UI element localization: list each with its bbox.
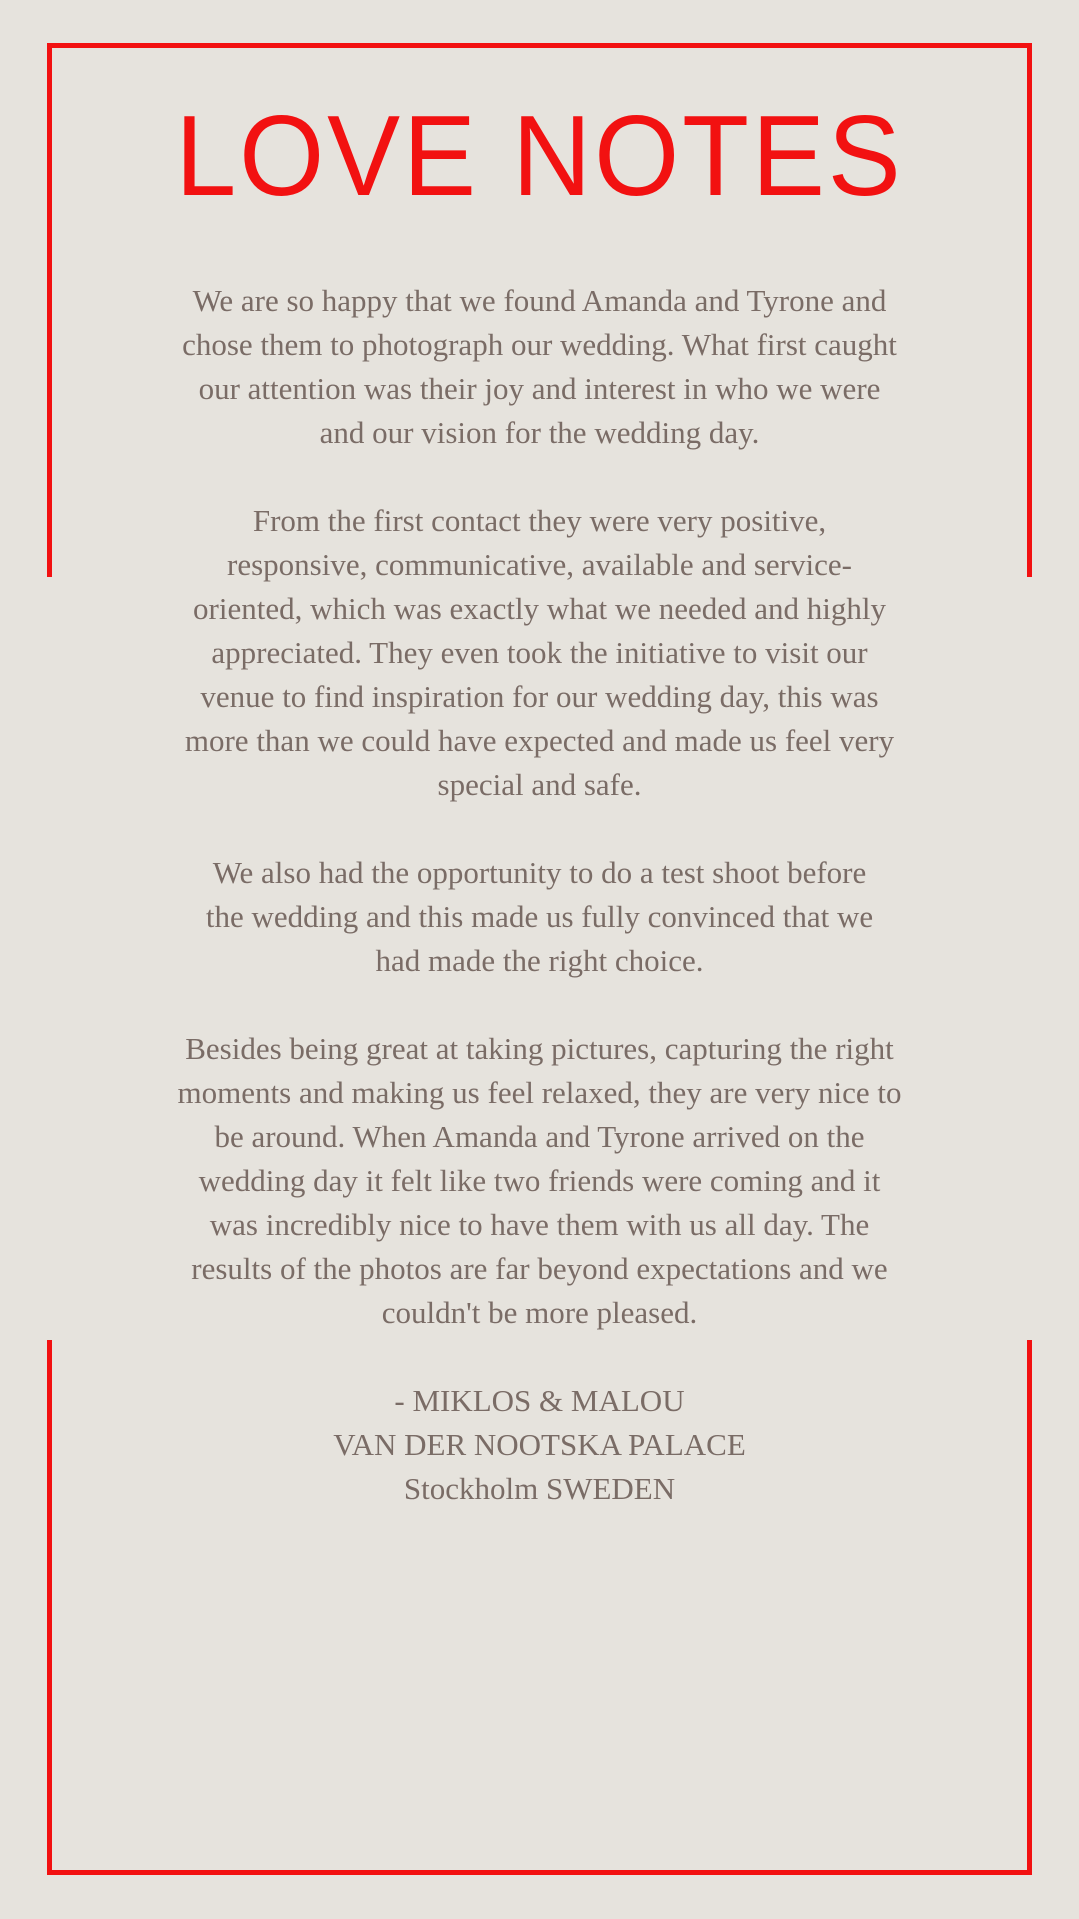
- frame-top-border: [47, 43, 1032, 48]
- frame-bottom-border: [47, 1870, 1032, 1875]
- signature-names: - MIKLOS & MALOU: [394, 1383, 685, 1418]
- signature-venue: VAN DER NOOTSKA PALACE: [333, 1427, 746, 1462]
- testimonial-paragraph-2: From the first contact they were very positive, responsive, communicative, available and service-oriented, which was exactly what we needed and highly appreciated. They even took the initiative to visit our venue to find inspiration for our wedding day, this was more than we could have expected and made us feel very special and safe.: [184, 503, 895, 802]
- signature: [333, 1379, 746, 1511]
- testimonial-paragraph-3: We also had the opportunity to do a test shoot before the wedding and this made us fully convinced that we had made the right choice.: [205, 855, 874, 978]
- page-title: LOVE NOTES: [175, 93, 904, 220]
- testimonial-paragraph-4: Besides being great at taking pictures, capturing the right moments and making us feel relaxed, they are very nice to be around. When Amanda and Tyrone arrived on the wedding day it felt like two friends were coming and it was incredibly nice to have them with us all day. The results of the photos are far beyond expectations and we couldn't be more pleased.: [177, 1031, 902, 1330]
- signature-location: Stockholm SWEDEN: [403, 1471, 676, 1506]
- testimonial-body: [0, 279, 1079, 1511]
- testimonial-paragraph-1: We are so happy that we found Amanda and Tyrone and chose them to photograph our wedding. What first caught our attention was their joy and interest in who we were and our vision for the wedding day.: [182, 283, 897, 450]
